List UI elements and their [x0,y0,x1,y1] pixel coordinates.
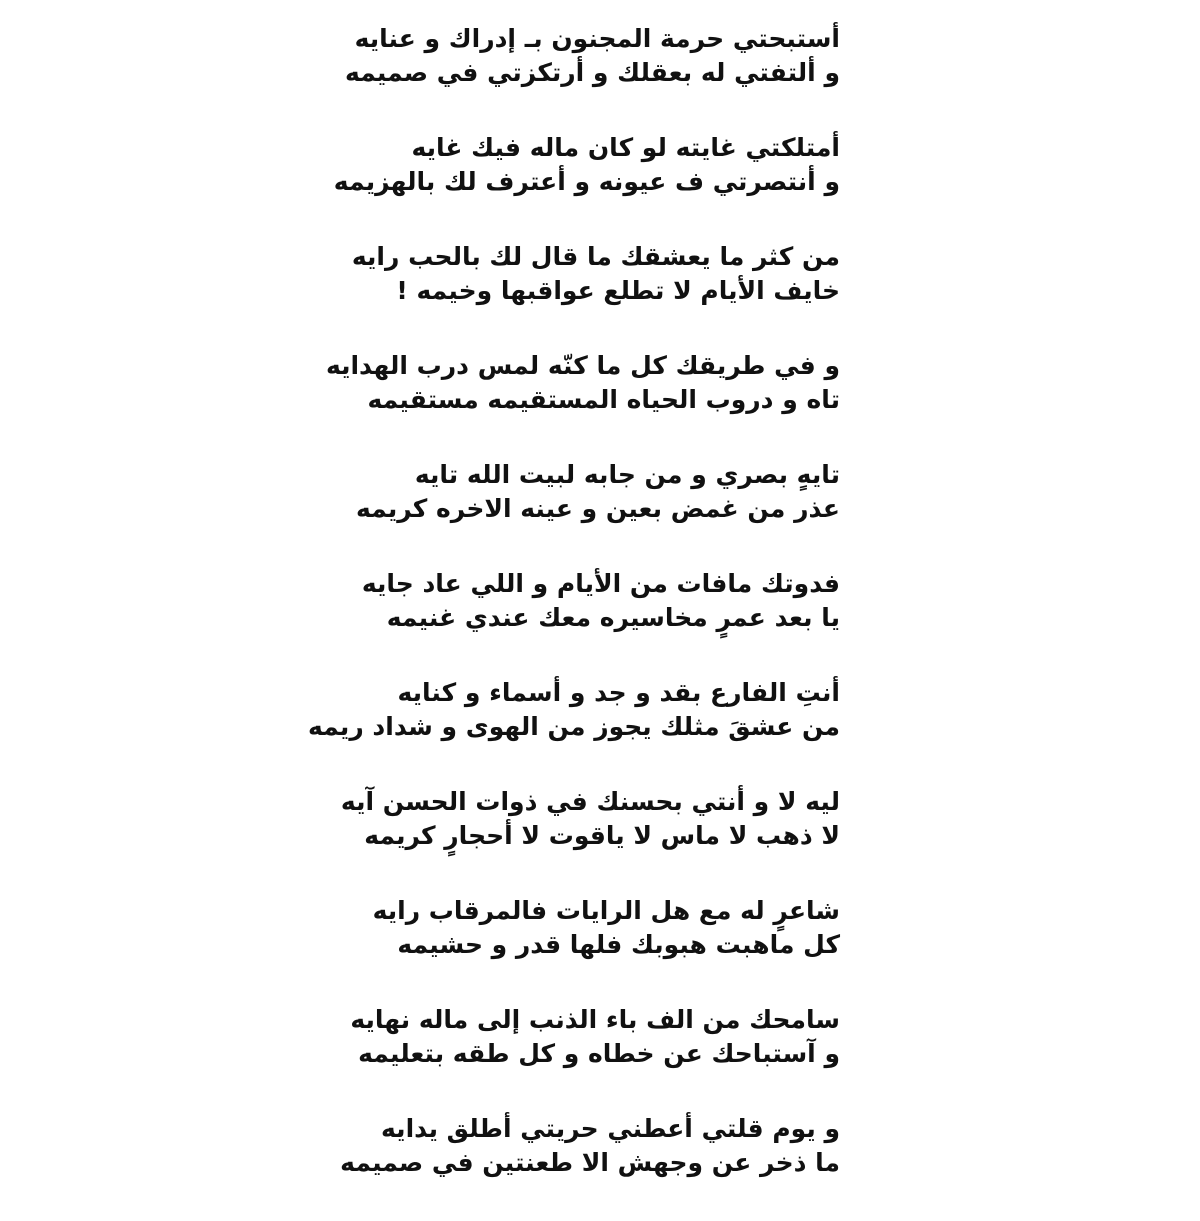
verse-line: كل ماهبت هبوبك فلها قدر و حشيمه [397,930,840,959]
verse-line: خايف الأيام لا تطلع عواقبها وخيمه ! [396,276,840,305]
stanza-5 [320,458,840,567]
stanza-4 [320,349,840,458]
verse-line: ما ذخر عن وجهش الا طعنتين في صميمه [340,1148,840,1177]
poem [308,22,840,1221]
verse-line: سامحك من الف باء الذنب إلى ماله نهايه [350,1005,840,1034]
verse-line: فدوتك مافات من الأيام و اللي عاد جايه [361,569,840,598]
verse-line: يا بعد عمرٍ مخاسيره معك عندي غنيمه [386,603,840,632]
stanza-6 [320,567,840,676]
verse-line: و آستباحك عن خطاه و كل طقه بتعليمه [358,1039,840,1068]
stanza-11 [320,1112,840,1221]
verse-line: و في طريقك كل ما كنّه لمس درب الهدايه [325,351,840,380]
verse-line: أنتِ الفارع بقد و جد و أسماء و كنايه [397,678,840,707]
stanza-10 [320,1003,840,1112]
verse-line: و أنتصرتي ف عيونه و أعترف لك بالهزيمه [333,167,840,196]
verse-line: تايهٍ بصري و من جابه لبيت الله تايه [414,460,840,489]
stanza-7 [308,676,840,785]
verse-line: من عشقَ مثلك يجوز من الهوى و شداد ريمه [308,712,840,741]
verse-line: أستبحتي حرمة المجنون بـ إدراك و عنايه [354,24,840,53]
verse-line: شاعرٍ له مع هل الرايات فالمرقاب رايه [372,896,840,925]
verse-line: تاه و دروب الحياه المستقيمه مستقيمه [367,385,840,414]
verse-line: عذر من غمض بعين و عينه الاخره كريمه [355,494,840,523]
verse-line: و ألتفتي له بعقلك و أرتكزتي في صميمه [344,58,840,87]
verse-line: من كثر ما يعشقك ما قال لك بالحب رايه [351,242,840,271]
verse-line: لا ذهب لا ماس لا ياقوت لا أحجارٍ كريمه [364,821,840,850]
stanza-9 [320,894,840,1003]
verse-line: ليه لا و أنتي بحسنك في ذوات الحسن آيه [340,787,840,816]
stanza-3 [320,240,840,349]
verse-line: و يوم قلتي أعطني حريتي أطلق يدايه [381,1114,840,1143]
stanza-8 [320,785,840,894]
stanza-2 [320,131,840,240]
stanza-1 [320,22,840,131]
verse-line: أمتلكتي غايته لو كان ماله فيك غايه [411,133,840,162]
